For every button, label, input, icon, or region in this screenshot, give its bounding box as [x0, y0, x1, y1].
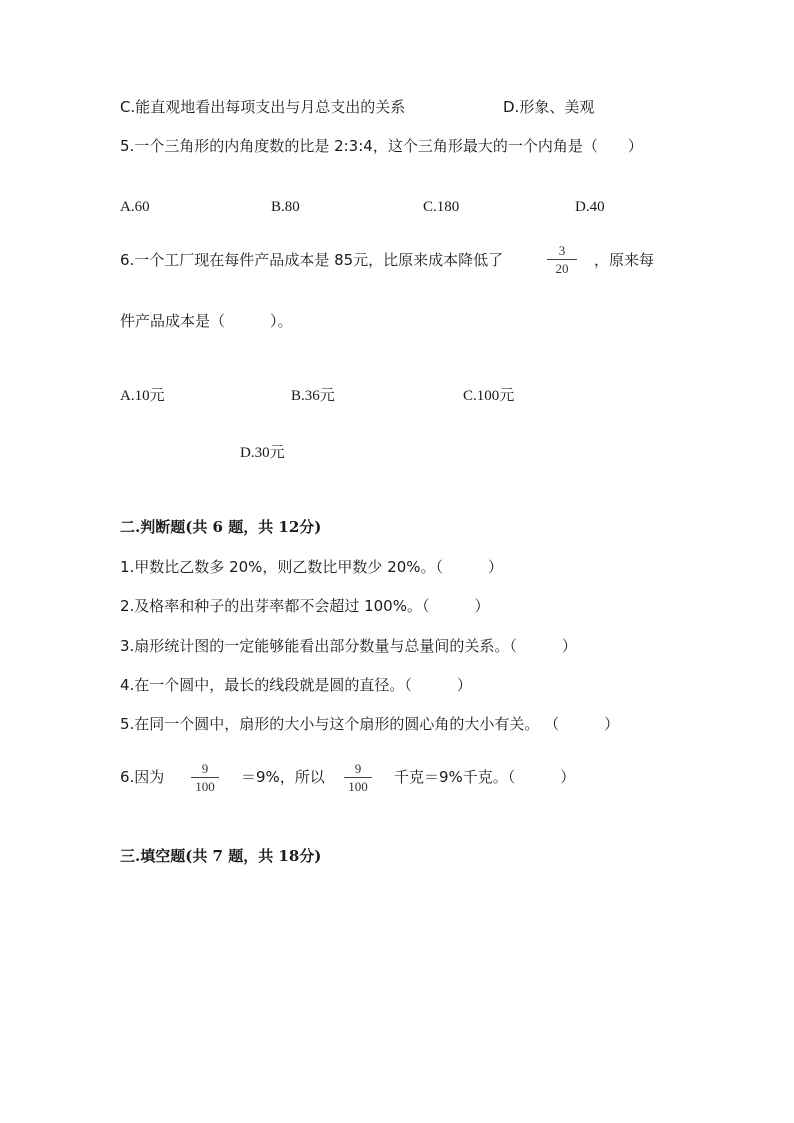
- q5-option-b: B.80: [271, 199, 300, 215]
- q5-option-a: A.60: [120, 199, 150, 215]
- judgment-item-6-fraction-1: [191, 761, 219, 794]
- judgment-item-2: 2.及格率和种子的出芽率都不会超过 100%。（ ）: [120, 597, 490, 615]
- judgment-item-6-fraction-2: [344, 761, 372, 794]
- q6-stem-line2: 件产品成本是（ ）。: [120, 312, 293, 330]
- fraction-bar: [191, 777, 219, 778]
- fraction-bar: [344, 777, 372, 778]
- q5-option-d: D.40: [575, 199, 605, 215]
- fraction-2-numerator: 9: [354, 761, 362, 776]
- q6-option-d: D.30元: [240, 445, 285, 461]
- fraction-bar: [547, 259, 577, 260]
- fraction-2-denominator: 100: [348, 779, 368, 794]
- q6-option-c: C.100元: [463, 388, 515, 404]
- section2-heading: 二.判断题(共 6 题，共 12分): [120, 518, 322, 536]
- q6-fraction: [547, 243, 577, 276]
- judgment-item-4: 4.在一个圆中，最长的线段就是圆的直径。（ ）: [120, 676, 472, 694]
- judgment-item-3: 3.扇形统计图的一定能够能看出部分数量与总量间的关系。（ ）: [120, 637, 577, 655]
- q6-option-b: B.36元: [291, 388, 335, 404]
- fraction-1-numerator: 9: [201, 761, 209, 776]
- judgment-item-6-prefix: 6.因为: [120, 768, 165, 786]
- option-d: D.形象、美观: [503, 98, 595, 116]
- judgment-item-6-suffix: 千克＝9%千克。（ ）: [394, 768, 576, 786]
- q6-stem-after: ，原来每: [594, 251, 655, 269]
- section3-heading: 三.填空题(共 7 题，共 18分): [120, 847, 322, 865]
- q6-stem-before: 6.一个工厂现在每件产品成本是 85元，比原来成本降低了: [120, 251, 504, 269]
- judgment-item-6-middle: ＝9%，所以: [241, 768, 325, 786]
- q6-fraction-denominator: 20: [555, 261, 569, 276]
- option-c: C.能直观地看出每项支出与月总支出的关系: [120, 98, 406, 116]
- judgment-item-5: 5.在同一个圆中，扇形的大小与这个扇形的圆心角的大小有关。 （ ）: [120, 715, 620, 733]
- q5-stem: 5.一个三角形的内角度数的比是 2:3:4，这个三角形最大的一个内角是（ ）: [120, 137, 643, 155]
- q5-option-c: C.180: [423, 199, 460, 215]
- fraction-1-denominator: 100: [195, 779, 215, 794]
- q6-fraction-numerator: 3: [558, 243, 566, 258]
- judgment-item-1: 1.甲数比乙数多 20%，则乙数比甲数少 20%。（ ）: [120, 558, 504, 576]
- q6-option-a: A.10元: [120, 388, 165, 404]
